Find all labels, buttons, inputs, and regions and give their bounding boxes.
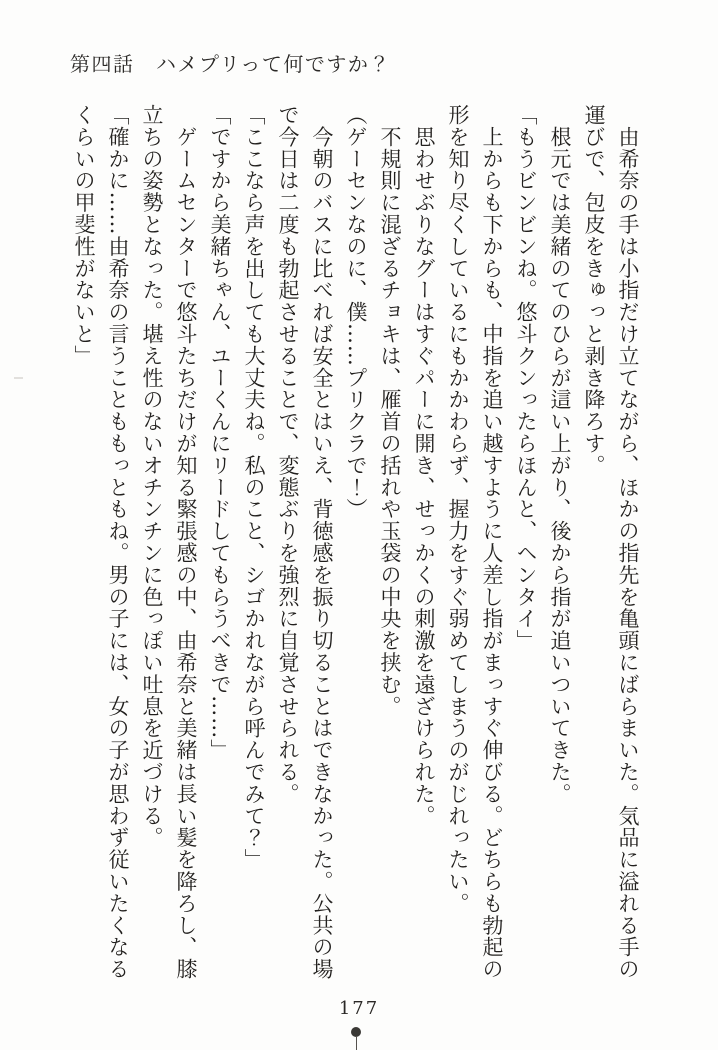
text-column: 「ここなら声を出しても大丈夫ね。私のこと、シゴかれながら呼んでみて？」 — [242, 104, 266, 871]
text-column: 不規則に混ざるチョキは、雁首の括れや玉袋の中央を挟む。 — [378, 104, 402, 718]
text-column: 思わせぶりなグーはすぐパーに開き、せっかくの刺激を遠ざけられた。 — [412, 104, 436, 827]
text-column: 「確かに……由希奈の言うことももっともね。男の子には、女の子が思わず従いたくなる — [106, 104, 130, 980]
text-column: 由希奈の手は小指だけ立てながら、ほかの指先を亀頭にばらまいた。気品に溢れる手の — [616, 104, 640, 980]
page-number: 177 — [338, 998, 380, 1019]
pin-icon — [351, 1027, 362, 1050]
text-column: 根元では美緒のてのひらが這い上がり、後から指が追いついてきた。 — [548, 104, 572, 805]
running-header-chapter-title: 第四話 ハメプリって何ですか？ — [70, 52, 391, 76]
body-text-block — [67, 104, 645, 990]
text-column: 今朝のバスに比べれば安全とはいえ、背徳感を振り切ることはできなかった。公共の場 — [310, 104, 334, 980]
text-column: 「もうビンビンね。悠斗クンったらほんと、ヘンタイ」 — [514, 104, 538, 652]
text-column: 形を知り尽くしているにもかかわらず、握力をすぐ弱めてしまうのがじれったい。 — [446, 104, 470, 915]
text-column: で今日は二度も勃起させることで、変態ぶりを強烈に自覚させられる。 — [276, 104, 300, 805]
text-column: ゲームセンターで悠斗たちだけが知る緊張感の中、由希奈と美緒は長い髪を降ろし、膝 — [174, 104, 198, 980]
text-column: 立ちの姿勢となった。堪え性のないオチンチンに色っぽい吐息を近づける。 — [140, 104, 164, 849]
text-column: くらいの甲斐性がないと」 — [72, 104, 96, 367]
text-column: 上からも下からも、中指を追い越すように人差し指がまっすぐ伸びる。どちらも勃起の — [480, 104, 504, 980]
text-column: （ゲーセンなのに、僕……プリクラで！） — [344, 104, 368, 521]
text-column: 運びで、包皮をきゅっと剥き降ろす。 — [582, 104, 606, 477]
pin-tail-line — [356, 1036, 357, 1050]
margin-mark — [14, 377, 23, 379]
text-column: 「ですから美緒ちゃん、ユーくんにリードしてもらうべきで……」 — [208, 104, 232, 761]
